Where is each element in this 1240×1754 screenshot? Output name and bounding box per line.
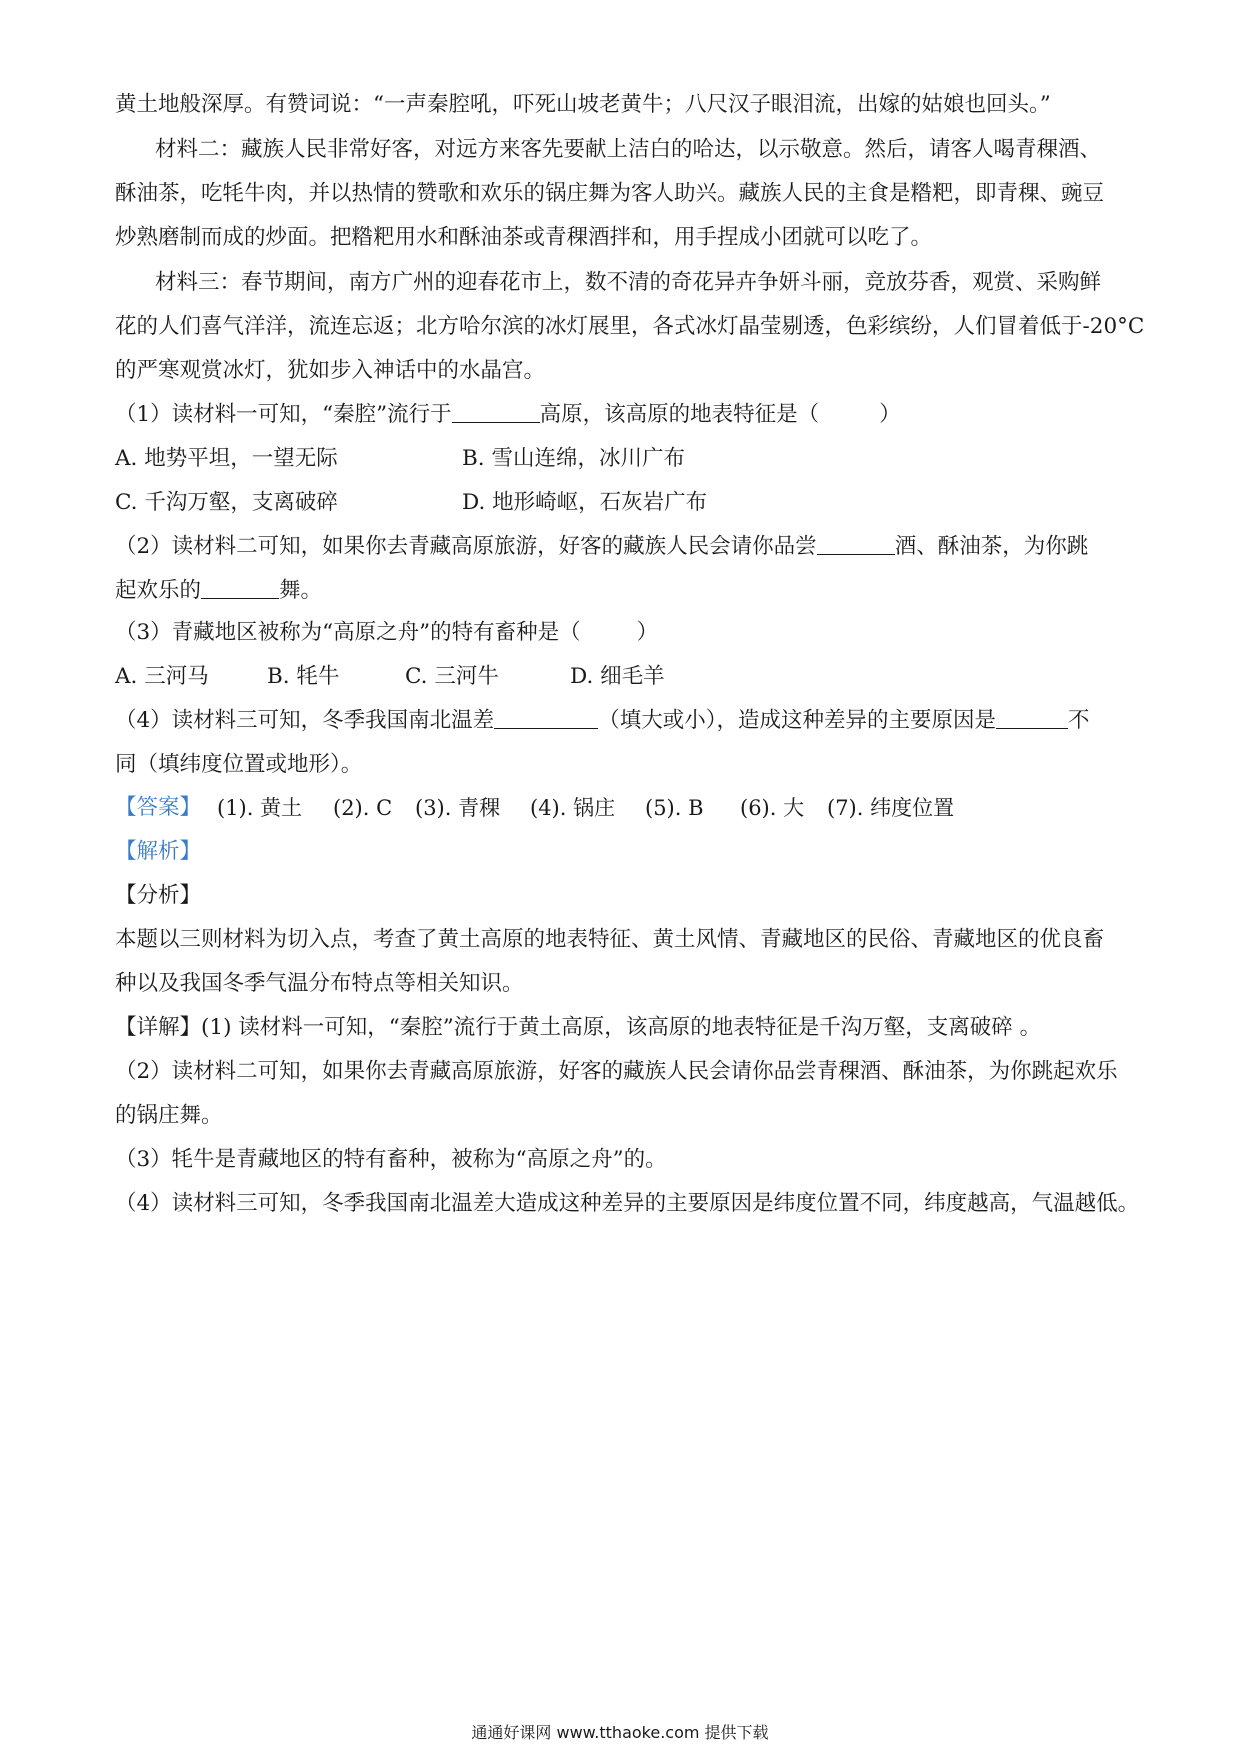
material2-line-3: 炒熟磨制而成的炒面。把糌粑用水和酥油茶或青稞酒拌和，用手捏成小团就可以吃了。 — [115, 225, 933, 250]
answer-item-4: (4). 锅庄 — [530, 796, 616, 820]
analysis-tag: 【解析】 — [115, 839, 202, 864]
detail-line-1: 【详解】(1) 读材料一可知，“秦腔”流行于黄土高原，该高原的地表特征是千沟万壑，支离破碎 。 — [115, 1015, 1042, 1040]
answer-item-1: (1). 黄土 — [217, 796, 303, 820]
detail-line-4: （3）牦牛是青藏地区的特有畜种，被称为“高原之舟”的。 — [115, 1147, 667, 1172]
material2-line-1: 材料二：藏族人民非常好客，对远方来客先要献上洁白的哈达，以示敬意。然后，请客人喝青稞酒、 — [155, 137, 1102, 162]
detail-line-3: 的锅庄舞。 — [115, 1103, 223, 1128]
answer-item-7: (7). 纬度位置 — [827, 796, 955, 820]
fenxi-text-line-2: 种以及我国冬季气温分布特点等相关知识。 — [115, 971, 524, 996]
material3-line-3: 的严寒观赏冰灯，犹如步入神话中的水晶宫。 — [115, 358, 546, 383]
fenxi-tag: 【分析】 — [115, 883, 202, 908]
question-1: （1）读材料一可知，“秦腔”流行于 高原，该高原的地表特征是（ ） — [115, 402, 901, 427]
detail-line-5: （4）读材料三可知，冬季我国南北温差大造成这种差异的主要原因是纬度位置不同，纬度越高，气温越低。 — [115, 1191, 1140, 1216]
detail-line-2: （2）读材料二可知，如果你去青藏高原旅游，好客的藏族人民会请你品尝青稞酒、酥油茶，为你跳起欢乐 — [115, 1059, 1118, 1084]
q1-option-d[interactable]: D. 地形崎岖，石灰岩广布 — [462, 490, 708, 515]
q1-option-a[interactable]: A. 地势平坦，一望无际 — [115, 446, 338, 471]
question-4-line-1: （4）读材料三可知，冬季我国南北温差 （填大或小），造成这种差异的主要原因是 不 — [115, 708, 1090, 733]
footer-watermark: 通通好课网 www.tthaoke.com 提供下载 — [471, 1723, 769, 1742]
question-3: （3）青藏地区被称为“高原之舟”的特有畜种是（ ） — [115, 620, 659, 645]
material3-line-2: 花的人们喜气洋洋，流连忘返；北方哈尔滨的冰灯展里，各式冰灯晶莹剔透，色彩缤纷，人们冒着低于-20°C — [115, 314, 1145, 339]
blank-q4-difference[interactable] — [494, 706, 598, 729]
blank-q2-wine[interactable] — [817, 532, 895, 555]
blank-q4-reason[interactable] — [996, 706, 1068, 729]
q1-option-c[interactable]: C. 千沟万壑，支离破碎 — [115, 490, 338, 515]
answer-tag: 【答案】 — [115, 795, 202, 820]
material3-line-1: 材料三：春节期间，南方广州的迎春花市上，数不清的奇花异卉争妍斗丽，竞放芬香，观赏、采购鲜 — [155, 270, 1102, 295]
answer-item-3: (3). 青稞 — [415, 796, 501, 820]
material2-line-2: 酥油茶，吃牦牛肉，并以热情的赞歌和欢乐的锅庄舞为客人助兴。藏族人民的主食是糌粑，即青稞、豌豆 — [115, 181, 1105, 206]
q3-option-a[interactable]: A. 三河马 — [115, 664, 209, 689]
question-4-line-2: 同（填纬度位置或地形）。 — [115, 752, 363, 777]
answer-item-6: (6). 大 — [740, 796, 805, 820]
answer-item-2: (2). C — [333, 796, 393, 820]
material1-tail: 黄土地般深厚。有赞词说：“一声秦腔吼，吓死山坡老黄牛；八尺汉子眼泪流，出嫁的姑娘也回头。” — [115, 92, 1051, 117]
q1-option-b[interactable]: B. 雪山连绵，冰川广布 — [462, 446, 685, 471]
blank-q2-dance[interactable] — [201, 576, 279, 599]
q3-option-b[interactable]: B. 牦牛 — [267, 664, 340, 689]
answer-row — [115, 793, 1135, 823]
q3-option-d[interactable]: D. 细毛羊 — [570, 664, 665, 689]
question-2-line-2: 起欢乐的 舞。 — [115, 578, 323, 603]
q3-option-c[interactable]: C. 三河牛 — [405, 664, 499, 689]
answer-item-5: (5). B — [645, 796, 704, 820]
question-2-line-1: （2）读材料二可知，如果你去青藏高原旅游，好客的藏族人民会请你品尝 酒、酥油茶，为你跳 — [115, 534, 1089, 559]
fenxi-text-line-1: 本题以三则材料为切入点，考查了黄土高原的地表特征、黄土风情、青藏地区的民俗、青藏地区的优良畜 — [115, 927, 1105, 952]
blank-q1[interactable] — [452, 400, 540, 423]
